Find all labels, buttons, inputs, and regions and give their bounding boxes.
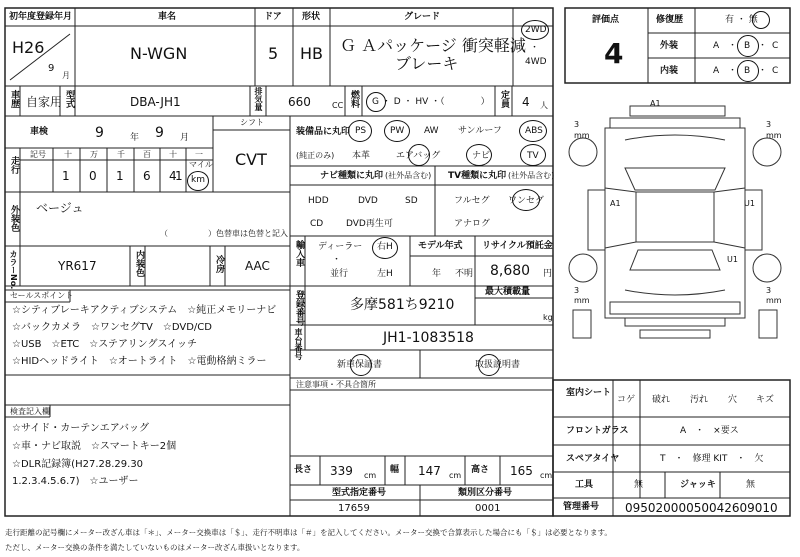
digit-label-2: 万 [90, 150, 98, 159]
drive-dot: ・ [530, 43, 540, 53]
capacity: 4 [522, 95, 530, 109]
doors: 5 [268, 44, 279, 63]
equip-sunroof: サンルーフ [458, 126, 502, 136]
person-unit: 人 [540, 101, 548, 110]
interior-label: 内装 [660, 66, 679, 76]
shaken-year-unit: 年 [130, 133, 140, 143]
shaken-year: 9 [95, 125, 104, 141]
shape: HB [300, 44, 324, 63]
digit-label-1: 十 [64, 150, 72, 159]
equip-navi: ナビ [472, 151, 491, 161]
exterior-grade-a: A [713, 41, 720, 51]
length-label: 長さ [294, 465, 313, 475]
mileage-label: 走行 [9, 156, 19, 174]
equip-abs-circle [519, 120, 547, 142]
sales-point-line: ☆バックカメラ ☆ワンセグTV ☆DVD/CD [12, 322, 212, 333]
km-label: km [191, 175, 205, 185]
equip-tv-circle [520, 144, 546, 166]
repair-none-circle [752, 11, 770, 29]
exterior-b-circle [737, 35, 759, 57]
first-reg-era: H26 [12, 38, 45, 57]
model: DBA-JH1 [130, 95, 181, 109]
shaken-month: 9 [155, 125, 164, 141]
sales-point-line: ☆USB ☆ETC ☆ステアリングスイッチ [12, 339, 197, 350]
inspector-line: 1.2.3.4.5.6.7) ☆ユーザー [12, 476, 139, 487]
equip-navi-circle [466, 144, 492, 166]
import-right-h-circle [372, 237, 398, 259]
model-year-label: モデル年式 [418, 241, 463, 251]
fuel-label: 燃料 [349, 90, 359, 108]
color-value: ベージュ [36, 201, 84, 215]
cc-unit: CC [332, 101, 344, 110]
equip-aw: AW [424, 126, 439, 136]
exterior-grade-b: B [744, 41, 751, 51]
model-label: 型式 [64, 90, 74, 108]
repair-options: 有 ・ 無 [725, 15, 758, 25]
mark-mm: mm [574, 131, 590, 140]
import-left-h: 左H [377, 269, 393, 279]
equipment-note: (純正のみ) [296, 151, 335, 160]
car-name-label: 車名 [158, 12, 177, 22]
mile-label: マイル [189, 160, 213, 169]
navi-note: (社外品含む) [385, 171, 432, 180]
import-dot: ・ [332, 255, 342, 265]
km-circle [187, 171, 209, 191]
mark-mm: mm [766, 296, 782, 305]
sheet-item: 破れ [652, 395, 671, 405]
damage-a1-left: A1 [610, 199, 621, 208]
interior-sheet-label: 室内シート [566, 388, 612, 398]
import-parallel: 並行 [330, 269, 349, 279]
displacement-label: 排気量 [254, 87, 263, 111]
windshield-options: A ・ ×要ス [680, 426, 739, 436]
shift: CVT [235, 150, 267, 169]
car-diagram [565, 106, 790, 345]
damage-a1-top: A1 [650, 99, 661, 108]
exterior-grade-c: C [772, 41, 779, 51]
drive-2wd-circle [521, 20, 549, 40]
mgmt-label: 管理番号 [563, 502, 600, 512]
equip-leather: 本革 [352, 151, 371, 161]
exterior-grade-dot: ・ [728, 41, 738, 51]
shaken-month-unit: 月 [180, 133, 190, 143]
tv-oneseg: ワンセグ [508, 196, 545, 206]
width-label: 幅 [390, 465, 400, 475]
mileage-digit: 1 [62, 169, 70, 183]
spare-label: スペアタイヤ [566, 454, 620, 464]
exterior-label: 外装 [660, 41, 679, 51]
repair-label: 修復歴 [656, 15, 684, 25]
sheet-item: キズ [756, 395, 774, 405]
grade-label: グレード [404, 12, 441, 22]
equip-airbag: エアバッグ [396, 151, 441, 161]
inspector-line: ☆DLR記録簿(H27.28.29.30 [12, 459, 144, 470]
sales-point-line: ☆HIDヘッドライト ☆オートライト ☆電動格納ミラー [12, 356, 267, 367]
width-cm: cm [449, 471, 462, 480]
frame-label: 車台番号 [294, 328, 303, 360]
recycle-yen: 円 [543, 269, 553, 279]
grade-line1: Ｇ Ａパッケージ 衝突軽減 [340, 36, 526, 55]
equipment-label: 装備品に丸印 [296, 127, 351, 137]
mark-3: 3 [574, 286, 580, 295]
capacity-label: 定員 [499, 90, 509, 108]
navi-dvd-play: DVD再生可 [346, 219, 393, 229]
shape-label: 形状 [302, 12, 321, 22]
inspector-label: 検査記入欄 [10, 407, 50, 416]
color-code-label: カラーNo. [9, 250, 18, 290]
car-name: N-WGN [130, 44, 188, 63]
usage-label: 車歴 [9, 90, 19, 108]
digit-label-3: 千 [117, 150, 125, 159]
sheet-item: 穴 [728, 395, 738, 405]
equip-ps: PS [355, 126, 367, 136]
interior-grade-dot2: ・ [758, 66, 768, 76]
reg-label: 登録番号 [294, 290, 304, 326]
equip-abs: ABS [525, 126, 543, 136]
navi-cd: CD [310, 219, 324, 229]
doors-label: ドア [264, 12, 282, 22]
mileage-digit: 1 [175, 169, 183, 183]
color-paren-note: （ ）色替車は色替と記入 [160, 229, 288, 238]
length-cm: cm [364, 471, 377, 480]
score-value: 4 [604, 37, 624, 70]
navi-header: ナビ種類に丸印 [320, 171, 384, 181]
notes-label: 注意事項・不具合箇所 [296, 380, 376, 389]
import-dealer: ディーラー [318, 242, 363, 252]
fuel-options: G ・ D ・ HV ・（ ） [372, 97, 490, 107]
digit-label-5: 十 [169, 150, 177, 159]
mgmt-value: 09502000050042609010 [625, 501, 778, 515]
interior-grade-b: B [744, 66, 751, 76]
tools-label: 工具 [575, 480, 594, 490]
model-year-unit: 年 [432, 269, 442, 279]
inspector-line: ☆車・ナビ取説 ☆スマートキー2個 [12, 441, 177, 452]
tv-header: TV種類に丸印 [448, 171, 507, 181]
manual: 取扱説明書 [475, 360, 521, 370]
jack-value: 無 [746, 480, 756, 490]
footer-line2: ただし、メーター交換の条件を満たしていないものはメーター改ざん車扱いとなります。 [5, 543, 305, 552]
equip-pw-circle [384, 120, 410, 142]
mark-3: 3 [766, 286, 772, 295]
windshield-label: フロントガラス [566, 426, 629, 436]
length-value: 339 [330, 464, 353, 478]
type-label: 型式指定番号 [332, 488, 387, 498]
mark-3: 3 [766, 120, 772, 129]
mileage-digit: 6 [143, 169, 151, 183]
import-label: 輸入車 [294, 240, 304, 267]
drive-2wd: 2WD [525, 25, 547, 35]
type-value: 17659 [338, 503, 370, 514]
height-value: 165 [510, 464, 533, 478]
manual-circle [478, 354, 500, 376]
height-cm: cm [540, 471, 553, 480]
kg-unit: kg [543, 313, 553, 322]
equip-tv: TV [527, 151, 539, 161]
interior-grade-c: C [772, 66, 779, 76]
usage: 自家用 [26, 95, 63, 109]
mileage-digit: 0 [89, 169, 97, 183]
equip-ps-circle [348, 120, 372, 142]
class-value: 0001 [475, 503, 501, 514]
import-right-h: 右H [377, 242, 393, 252]
interior-grade-a: A [713, 66, 720, 76]
model-year-unknown: 不明 [455, 269, 474, 279]
displacement: 660 [288, 95, 311, 109]
navi-dvd: DVD [358, 196, 378, 206]
color-code: YR617 [58, 259, 97, 273]
equip-airbag-circle [408, 144, 430, 166]
sales-point-line: ☆シティブレーキアクティブシステム ☆純正メモリーナビ [12, 305, 277, 316]
tv-analog: アナログ [454, 219, 491, 229]
width-value: 147 [418, 464, 441, 478]
footer-line1: 走行距離の記号欄にメーター改ざん車は「＊」、メーター交換車は「＄」、走行不明車は「＃」を記入してください。メーター交換で合算表示した場合にも「＄」は必要となります。 [5, 528, 612, 537]
first-reg-label: 初年度登録年月 [9, 12, 73, 22]
equip-pw: PW [390, 126, 405, 136]
grade-line2: ブレーキ [395, 54, 459, 73]
damage-u1-right2: U1 [727, 255, 738, 264]
mark-mm: mm [574, 296, 590, 305]
navi-hdd: HDD [308, 196, 329, 206]
digit-label-6: 一 [195, 150, 203, 159]
jack-label: ジャッキ [680, 480, 716, 490]
shaken-label: 車検 [30, 127, 49, 137]
sales-points-label: セールスポイント [10, 291, 74, 300]
frame-value: JH1-1083518 [383, 330, 474, 346]
first-reg-month-unit: 月 [62, 71, 70, 80]
shift-label: シフト [240, 118, 264, 127]
reg-value: 多摩581ち9210 [350, 297, 455, 313]
navi-sd: SD [405, 196, 418, 206]
digit-label-4: 百 [143, 150, 151, 159]
ac-value: AAC [245, 259, 270, 273]
fuel-g-circle [366, 92, 386, 112]
tv-oneseg-circle [512, 189, 540, 211]
sheet-item: コゲ [617, 395, 636, 405]
interior-color-label: 内装色 [134, 250, 144, 277]
mark-3: 3 [574, 120, 580, 129]
height-label: 高さ [471, 465, 490, 475]
score-label: 評価点 [592, 15, 620, 25]
mark-mm: mm [766, 131, 782, 140]
tools-value: 無 [634, 480, 644, 490]
inspector-line: ☆サイド・カーテンエアバッグ [12, 423, 149, 434]
interior-b-circle [737, 60, 759, 82]
damage-u1-right: U1 [744, 199, 755, 208]
exterior-grade-dot2: ・ [758, 41, 768, 51]
warranty-circle [350, 354, 372, 376]
interior-grade-dot: ・ [728, 66, 738, 76]
mileage-digit: 1 [116, 169, 124, 183]
tv-fullseg: フルセグ [454, 196, 490, 206]
mileage-digit: 4 [169, 169, 177, 183]
spare-options: T ・ 修理 KIT ・ 欠 [660, 454, 764, 464]
sheet-item: 汚れ [690, 395, 709, 405]
digit-label-0: 記号 [30, 150, 46, 159]
recycle-value: 8,680 [490, 263, 531, 279]
color-label: 外装色 [9, 205, 19, 232]
max-load-label: 最大積載量 [485, 287, 531, 297]
new-warranty: 新車保証書 [337, 360, 383, 370]
first-reg-month: 9 [48, 63, 55, 74]
tv-note: (社外品含む) [508, 171, 555, 180]
ac-label: 冷房 [214, 255, 224, 273]
recycle-label: リサイクル預託金 [482, 241, 553, 251]
drive-4wd: 4WD [525, 57, 547, 67]
class-label: 類別区分番号 [458, 488, 513, 498]
